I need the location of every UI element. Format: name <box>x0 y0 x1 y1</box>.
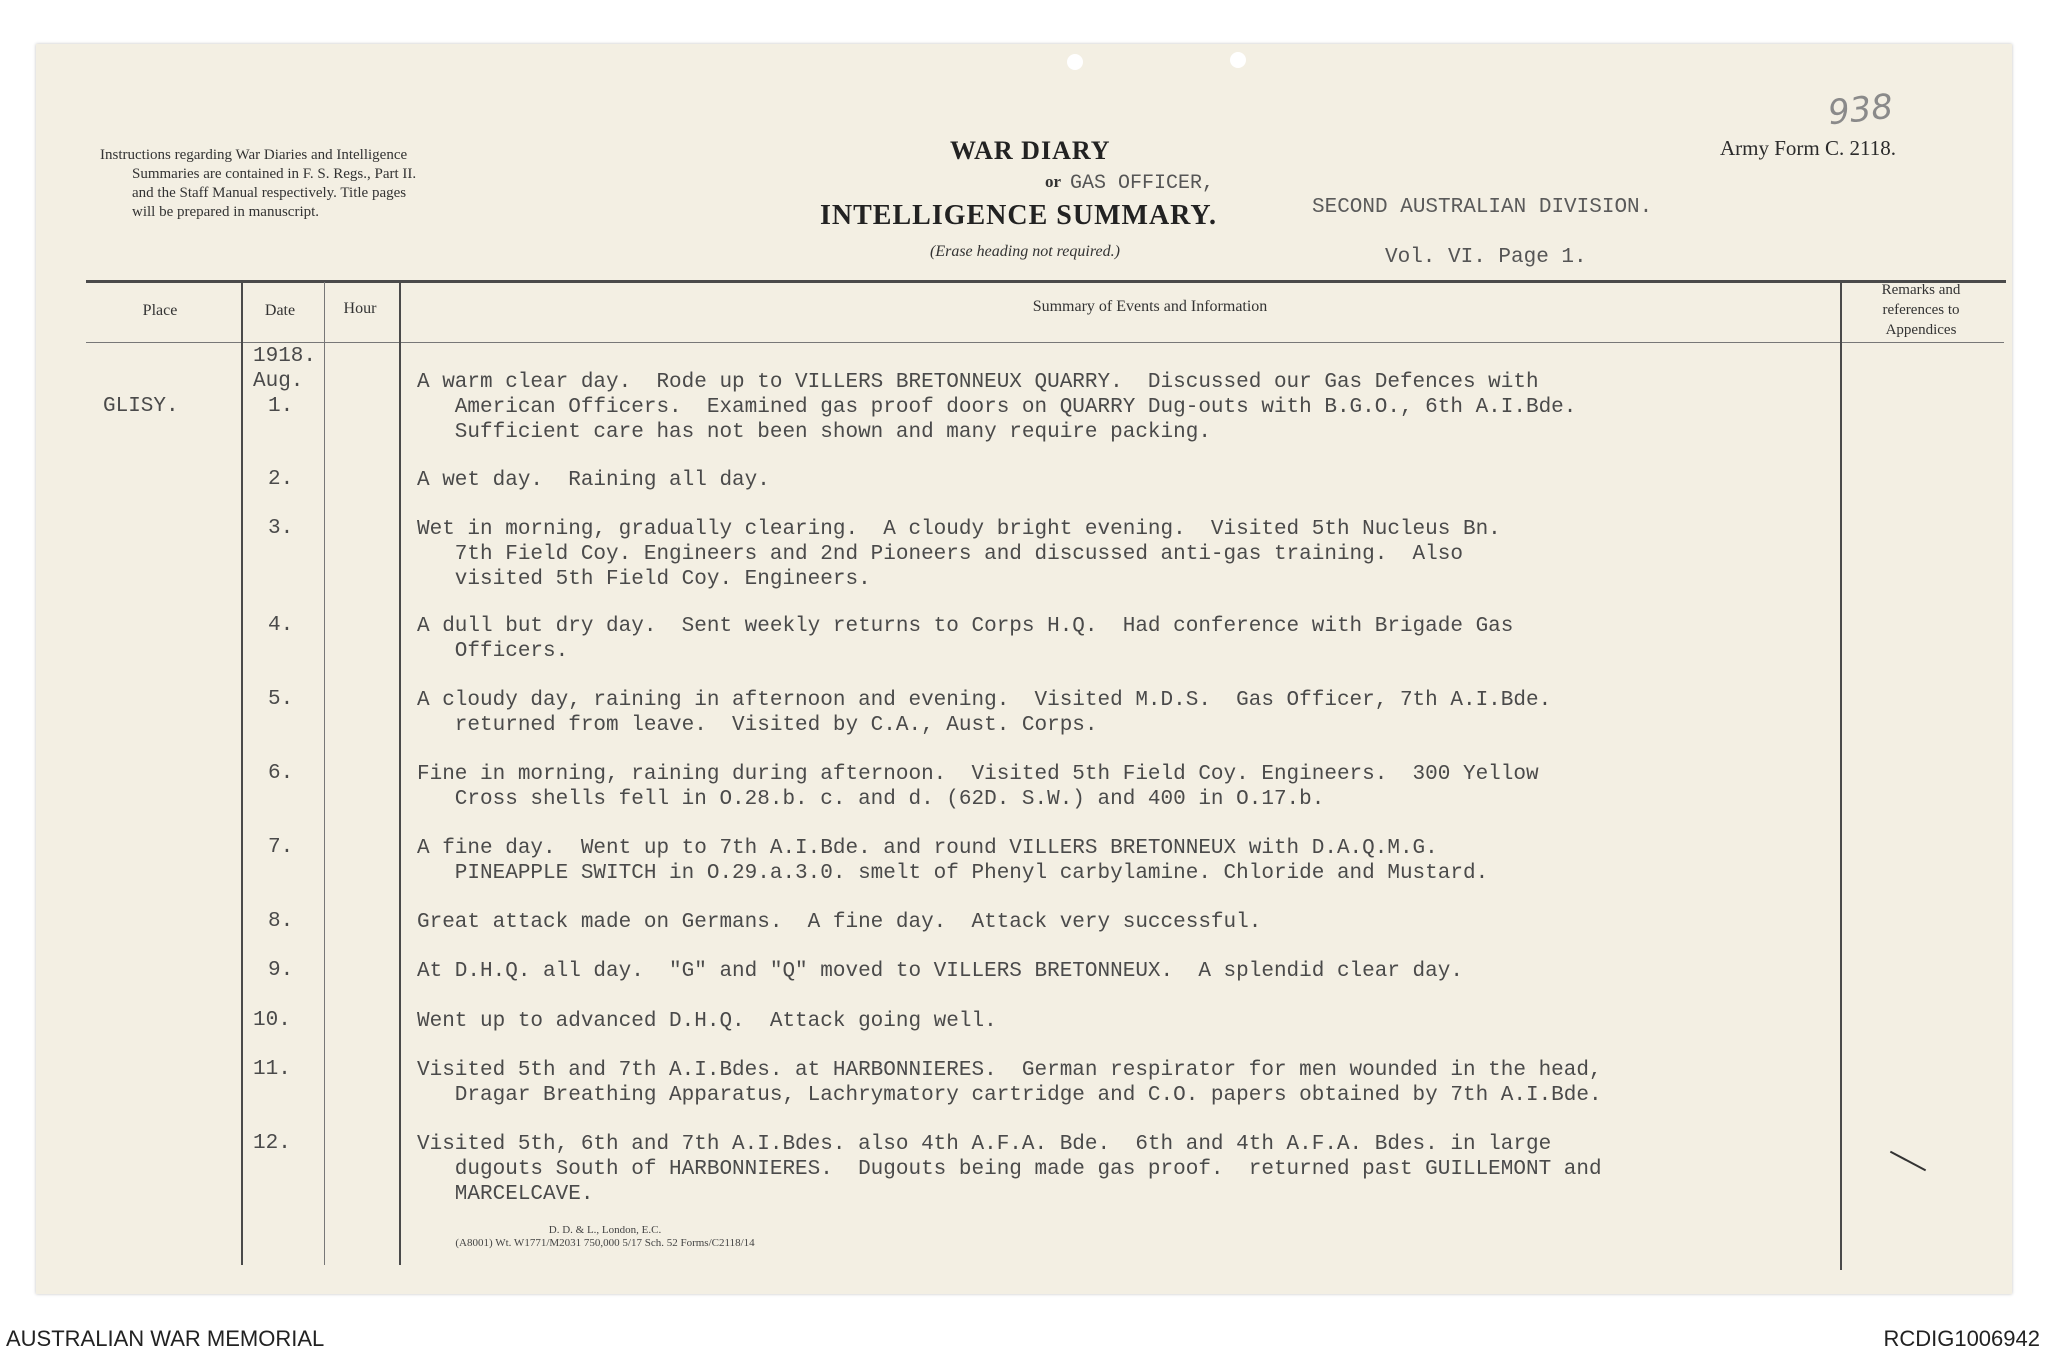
entry-line: A fine day. Went up to 7th A.I.Bde. and round VILLERS BRETONNEUX with D.A.Q.M.G. <box>417 837 1438 860</box>
entry-text <box>417 517 1501 592</box>
entry-line: A wet day. Raining all day. <box>417 469 770 492</box>
entry-text <box>417 688 1551 738</box>
instructions-line: will be prepared in manuscript. <box>132 204 320 220</box>
entry-text <box>417 910 1261 935</box>
column-header-remarks <box>1846 280 1996 340</box>
entry-line: A dull but dry day. Sent weekly returns to Corps H.Q. Had conference with Brigade Gas <box>417 615 1514 638</box>
punch-hole <box>1230 52 1246 68</box>
entry-line: Visited 5th, 6th and 7th A.I.Bdes. also 4th A.F.A. Bde. 6th and 4th A.F.A. Bdes. in large <box>417 1133 1552 1156</box>
remarks-header-line: Appendices <box>1885 322 1957 338</box>
instructions-line: Summaries are contained in F. S. Regs., Part II. <box>132 166 417 182</box>
entry-text <box>417 370 1576 445</box>
title-war-diary: WAR DIARY <box>950 136 1111 165</box>
column-divider <box>241 282 243 1265</box>
table-top-rule <box>86 280 2006 283</box>
entry-line: visited 5th Field Coy. Engineers. <box>417 568 871 591</box>
entry-line: Wet in morning, gradually clearing. A cloudy bright evening. Visited 5th Nucleus Bn. <box>417 518 1501 541</box>
entry-text <box>417 1009 997 1034</box>
entry-line: At D.H.Q. all day. "G" and "Q" moved to VILLERS BRETONNEUX. A splendid clear day. <box>417 960 1463 983</box>
place-name: GLISY. <box>103 395 179 418</box>
printer-imprint <box>440 1224 770 1250</box>
column-divider <box>324 282 325 1265</box>
entry-line: Sufficient care has not been shown and many require packing. <box>417 421 1211 444</box>
title-intelligence-summary: INTELLIGENCE SUMMARY. <box>820 200 1218 231</box>
archive-id: RCDIG1006942 <box>1883 1326 2040 1351</box>
entry-line: Great attack made on Germans. A fine day. Attack very successful. <box>417 911 1262 934</box>
imprint-line: D. D. & L., London, E.C. <box>548 1224 662 1236</box>
remarks-header-line: references to <box>1882 302 1960 318</box>
imprint-line: (A8001) Wt. W1771/M2031 750,000 5/17 Sch. 52 Forms/C2118/14 <box>455 1237 755 1249</box>
erase-note: (Erase heading not required.) <box>930 243 1120 260</box>
entry-date: 4. <box>268 614 294 637</box>
entry-line: PINEAPPLE SWITCH in O.29.a.3.0. smelt of Phenyl carbylamine. Chloride and Mustard. <box>417 862 1489 885</box>
entry-line: Went up to advanced D.H.Q. Attack going well. <box>417 1010 997 1033</box>
month: Aug. <box>253 370 304 393</box>
entry-line: returned from leave. Visited by C.A., Aust. Corps. <box>417 714 1098 737</box>
division-name: SECOND AUSTRALIAN DIVISION. <box>1312 196 1653 219</box>
year: 1918. <box>253 345 317 368</box>
pencil-folio-number: 938 <box>1826 86 1895 134</box>
entry-text <box>417 959 1463 984</box>
entry-date: 11. <box>253 1058 291 1081</box>
entry-text <box>417 1132 1602 1207</box>
entry-text <box>417 762 1539 812</box>
entry-text <box>417 614 1513 664</box>
archive-credit: AUSTRALIAN WAR MEMORIAL <box>6 1326 325 1351</box>
remarks-header-line: Remarks and <box>1881 282 1961 298</box>
entry-date: 6. <box>268 762 294 785</box>
entry-date: 5. <box>268 688 294 711</box>
entry-date: 2. <box>268 468 294 491</box>
entry-line: Cross shells fell in O.28.b. c. and d. (62D. S.W.) and 400 in O.17.b. <box>417 788 1325 811</box>
entry-line: A cloudy day, raining in afternoon and evening. Visited M.D.S. Gas Officer, 7th A.I.Bde. <box>417 689 1552 712</box>
entry-line: American Officers. Examined gas proof doors on QUARRY Dug-outs with B.G.O., 6th A.I.Bde. <box>417 396 1577 419</box>
title-or: or <box>1045 172 1062 191</box>
entry-date: 7. <box>268 836 294 859</box>
column-header-date: Date <box>264 302 296 319</box>
entry-date: 3. <box>268 517 294 540</box>
entry-line: A warm clear day. Rode up to VILLERS BRETONNEUX QUARRY. Discussed our Gas Defences with <box>417 371 1539 394</box>
entry-line: Visited 5th and 7th A.I.Bdes. at HARBONNIERES. German respirator for men wounded in the head, <box>417 1059 1602 1082</box>
entry-date: 10. <box>253 1009 291 1032</box>
entry-text <box>417 468 770 493</box>
punch-hole <box>1067 54 1083 70</box>
table-header-rule <box>86 342 2004 343</box>
entry-line: Officers. <box>417 640 569 663</box>
column-divider <box>399 282 401 1265</box>
entry-line: Fine in morning, raining during afternoon. Visited 5th Field Coy. Engineers. 300 Yellow <box>417 763 1539 786</box>
entry-line: MARCELCAVE. <box>417 1183 594 1206</box>
entry-line: 7th Field Coy. Engineers and 2nd Pioneers and discussed anti-gas training. Also <box>417 543 1463 566</box>
entry-line: dugouts South of HARBONNIERES. Dugouts being made gas proof. returned past GUILLEMONT and <box>417 1158 1602 1181</box>
column-header-hour: Hour <box>343 300 377 317</box>
column-divider <box>1840 282 1842 1270</box>
instructions-line: Instructions regarding War Diaries and Intelligence <box>100 147 408 163</box>
entry-date: 12. <box>253 1132 291 1155</box>
army-form-number: Army Form C. 2118. <box>1720 136 1896 160</box>
volume-page: Vol. VI. Page 1. <box>1385 246 1587 269</box>
title-gas-officer: GAS OFFICER, <box>1070 172 1215 195</box>
entry-date: 9. <box>268 959 294 982</box>
entry-date: 8. <box>268 910 294 933</box>
entry-text <box>417 1058 1602 1108</box>
entry-text <box>417 836 1488 886</box>
column-header-place: Place <box>142 302 178 319</box>
instructions-line: and the Staff Manual respectively. Title pages <box>132 185 407 201</box>
column-header-summary: Summary of Events and Information <box>1032 298 1268 315</box>
entry-date: 1. <box>268 395 294 418</box>
entry-line: Dragar Breathing Apparatus, Lachrymatory cartridge and C.O. papers obtained by 7th A.I.Bde. <box>417 1084 1602 1107</box>
instructions-note <box>100 146 580 222</box>
